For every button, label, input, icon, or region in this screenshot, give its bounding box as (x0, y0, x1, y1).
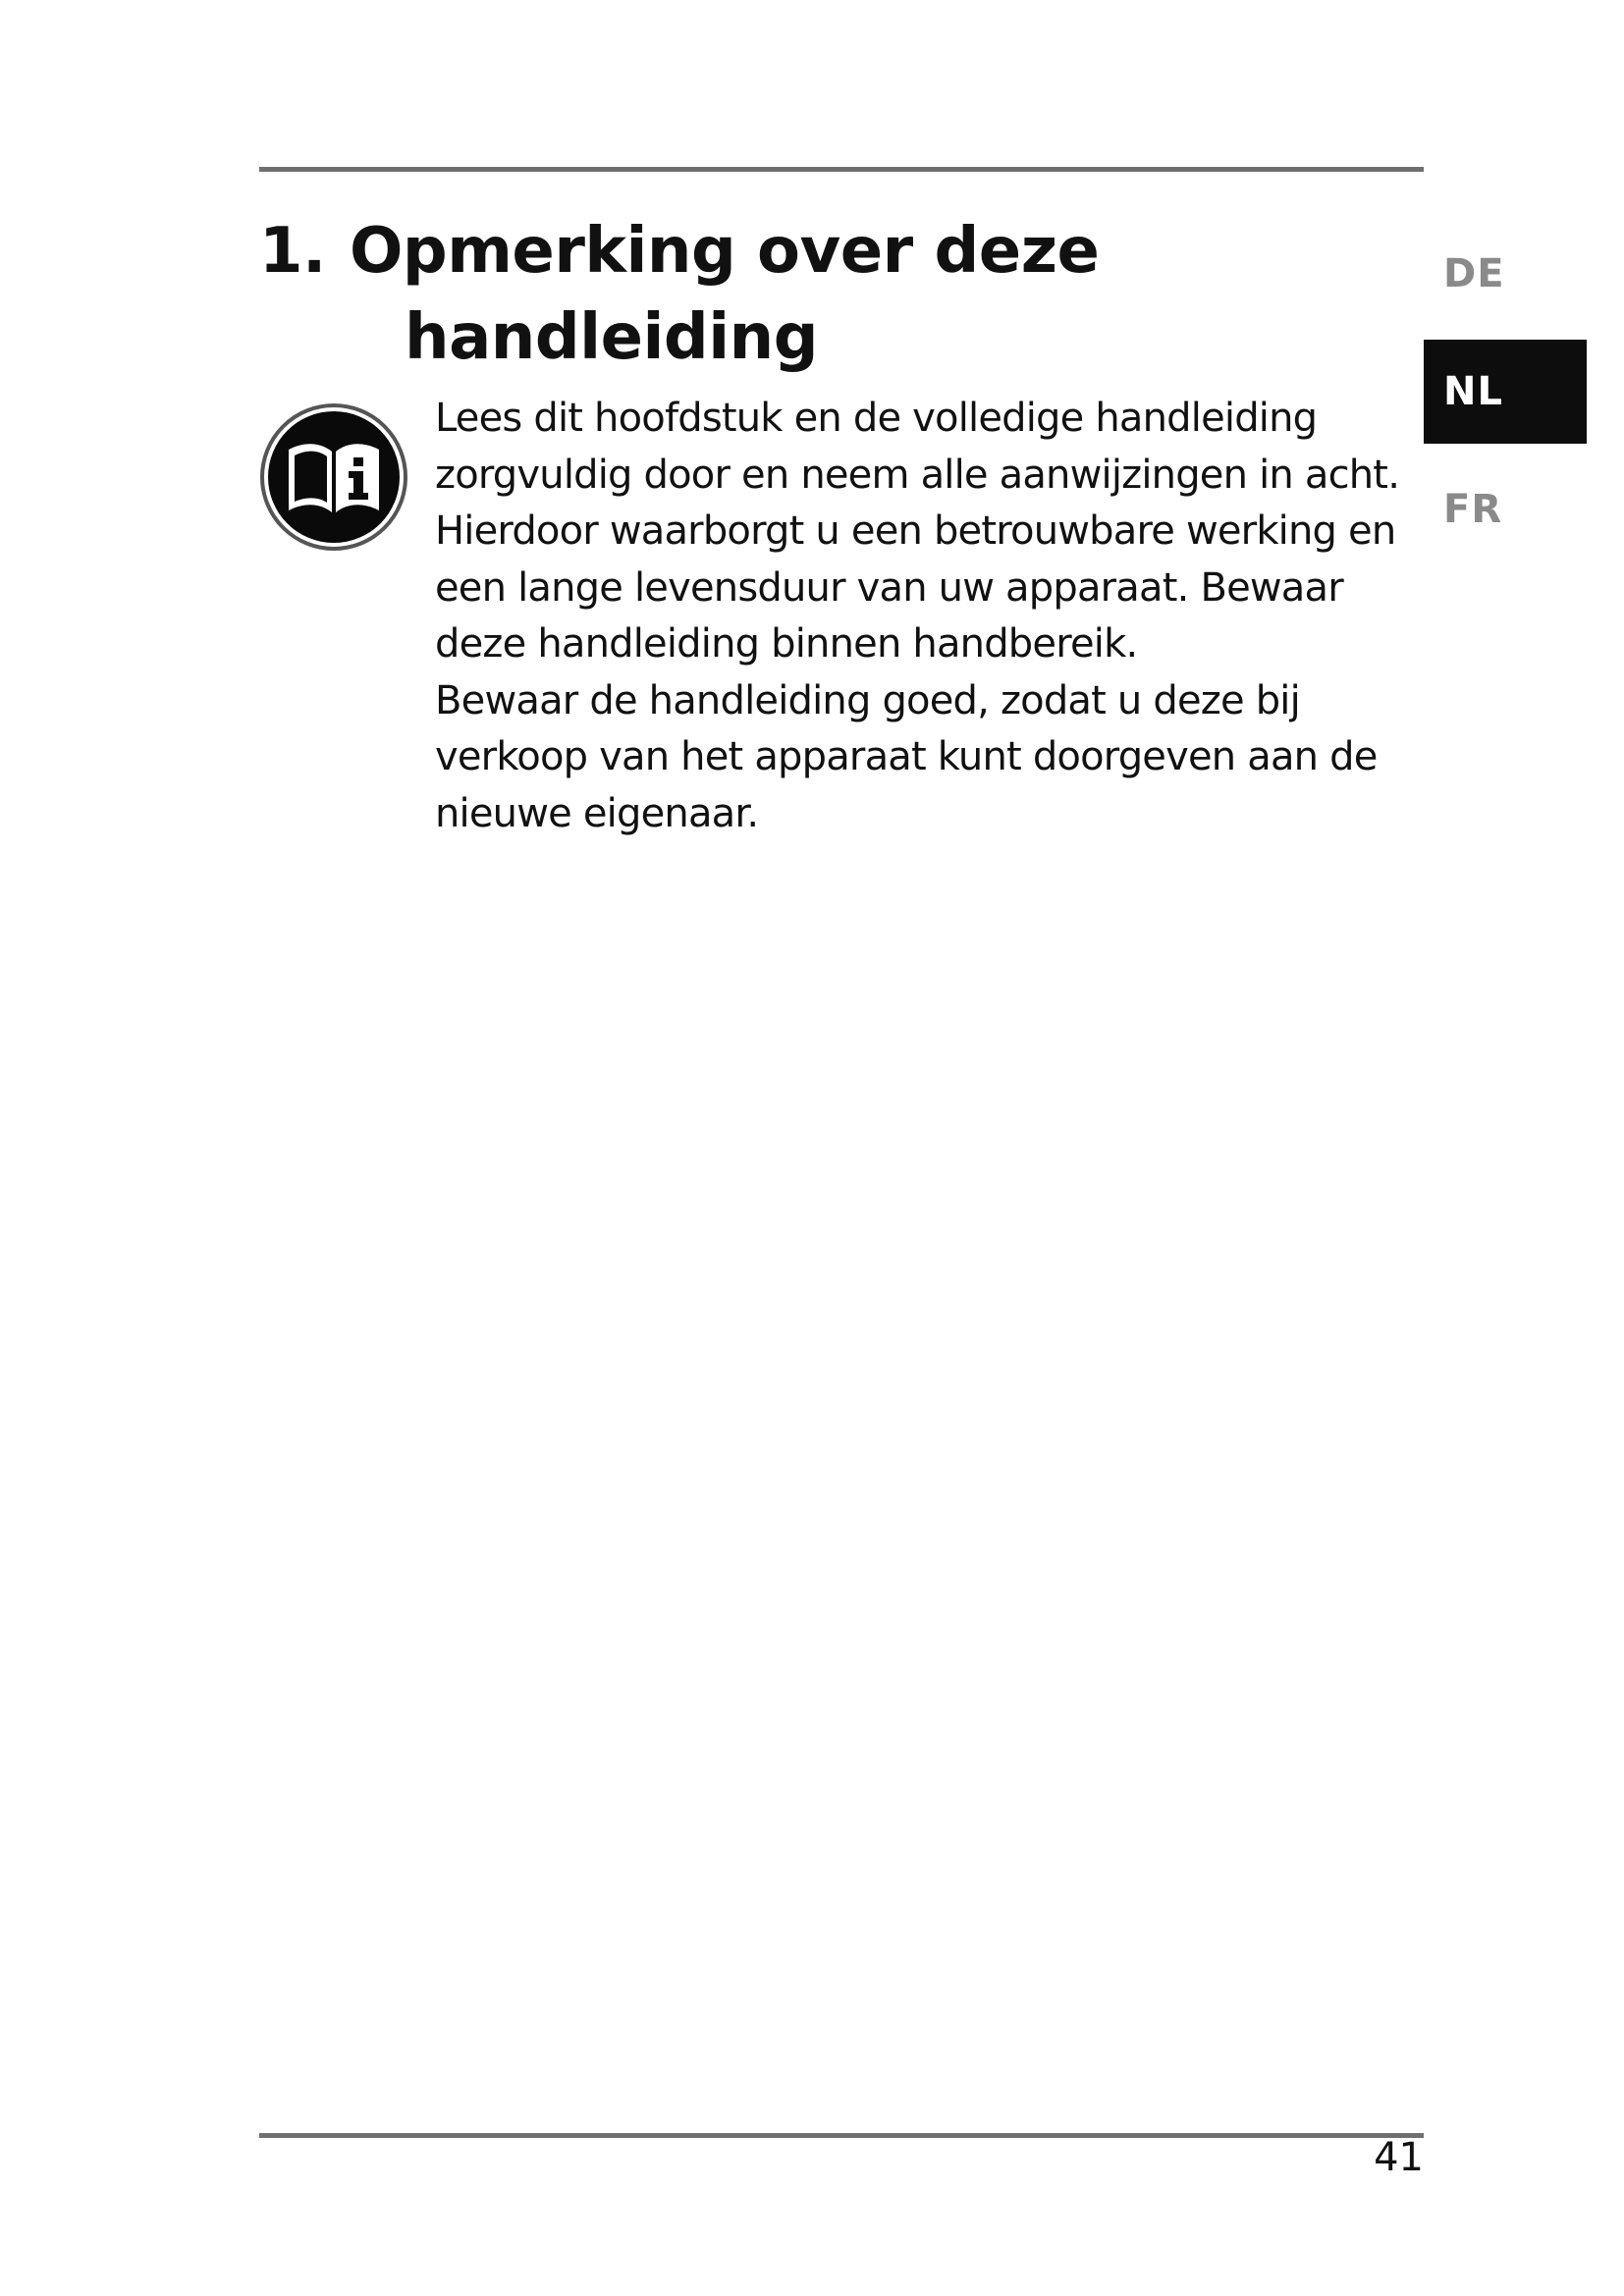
section-title-line1: Opmerking over deze (350, 215, 1100, 288)
section-heading (259, 208, 1099, 381)
paragraph-2: Bewaar de handleiding goed, zodat u deze bij verkoop van het apparaat kunt doorgeven aan de nieuwe eigenaar. (435, 677, 1378, 836)
top-rule (259, 167, 1424, 172)
book-info-icon (259, 402, 408, 552)
section-title-line2: handleiding (405, 301, 819, 374)
language-tab-de[interactable]: DE (1443, 251, 1505, 296)
language-tab-nl[interactable]: NL (1424, 340, 1587, 444)
manual-info-icon (259, 402, 408, 552)
section-number: 1. (259, 215, 326, 288)
body-text (435, 391, 1436, 842)
paragraph-1: Lees dit hoofdstuk en de volledige handleiding zorgvuldig door en neem alle aanwijzingen in acht. Hierdoor waarborgt u een betrouwbare werking en een lange levensduur van uw apparaat. Bewaar deze handleiding binnen handbereik. (435, 396, 1400, 667)
page-number: 41 (1374, 2135, 1424, 2180)
bottom-rule (259, 2133, 1424, 2138)
language-tab-fr[interactable]: FR (1443, 487, 1503, 532)
